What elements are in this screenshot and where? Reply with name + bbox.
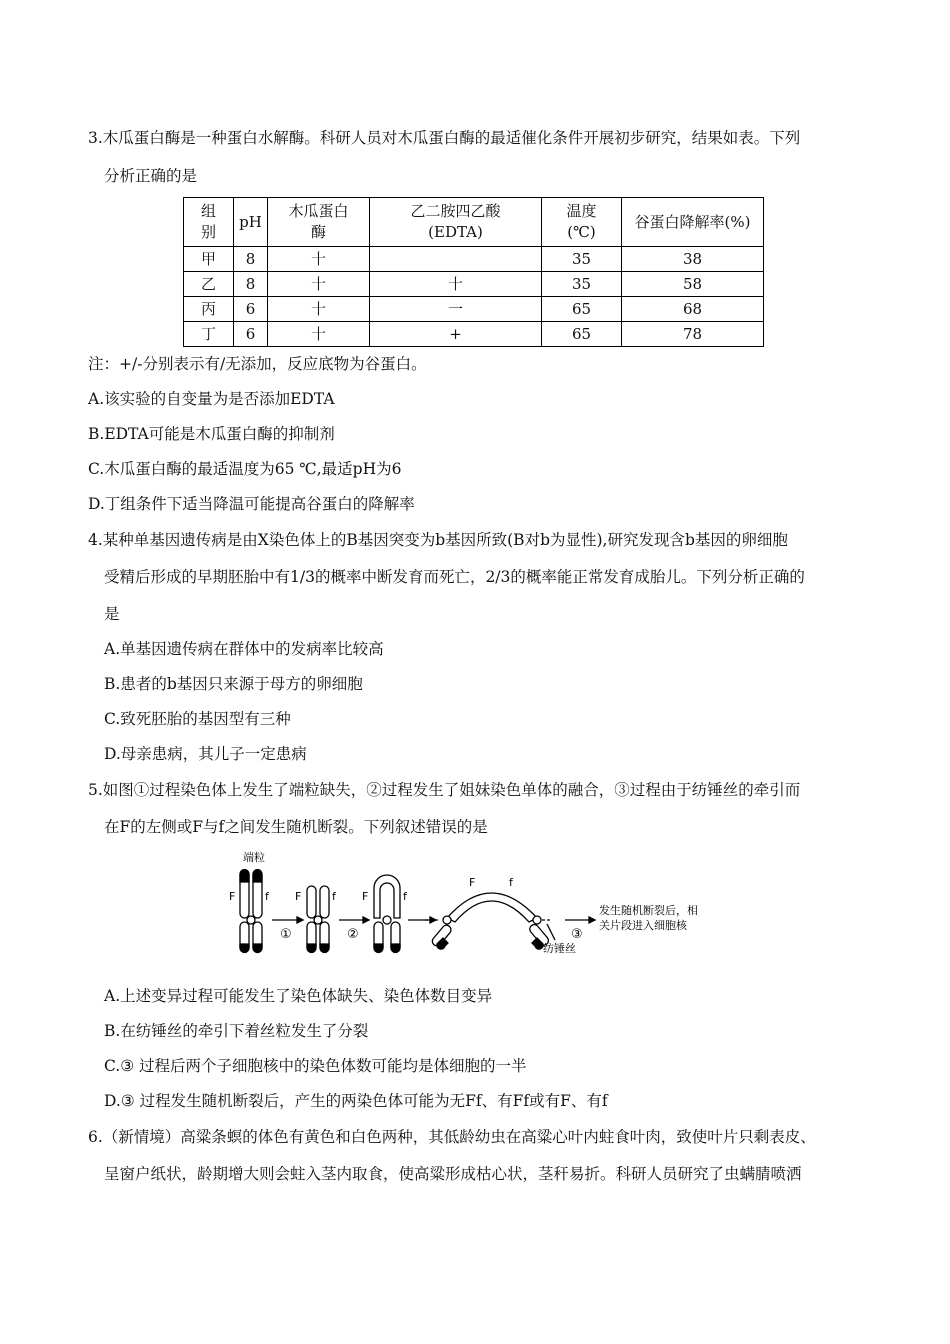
q3-option-d: D.丁组条件下适当降温可能提高谷蛋白的降解率 <box>88 495 415 513</box>
cell-edta <box>370 247 542 272</box>
cell-rate: 68 <box>622 297 764 322</box>
header-edta: 乙二胺四乙酸 (EDTA) <box>370 198 542 247</box>
result-text-line2: 关片段进入细胞核 <box>599 919 687 932</box>
cell-ph: 8 <box>234 247 268 272</box>
q4-option-a: A.单基因遗传病在群体中的发病率比较高 <box>104 640 384 658</box>
header-degradation-rate: 谷蛋白降解率(%) <box>622 198 764 247</box>
cell-rate: 38 <box>622 247 764 272</box>
q3-option-c: C.木瓜蛋白酶的最适温度为65 ℃,最适pH为6 <box>88 460 402 478</box>
q3-table <box>183 197 764 347</box>
cell-edta: 一 <box>370 297 542 322</box>
gene-f-label: f <box>265 890 269 903</box>
table-row <box>184 297 764 322</box>
q4-stem-line3: 是 <box>104 605 120 623</box>
table-row <box>184 322 764 347</box>
spindle-label: 纺锤丝 <box>543 942 576 955</box>
q3-stem-line2: 分析正确的是 <box>104 167 198 185</box>
telomere-label: 端粒 <box>243 851 265 864</box>
header-ph: pH <box>234 198 268 247</box>
gene-F-label: F <box>295 890 302 903</box>
q4-option-b: B.患者的b基因只来源于母方的卵细胞 <box>104 675 363 693</box>
cell-ph: 6 <box>234 322 268 347</box>
cell-papain: 十 <box>268 297 370 322</box>
cell-rate: 78 <box>622 322 764 347</box>
chromosome-figure <box>225 848 725 958</box>
header-temperature: 温度 (℃) <box>542 198 622 247</box>
q4-option-d: D.母亲患病，其儿子一定患病 <box>104 745 307 763</box>
cell-group: 甲 <box>184 247 234 272</box>
table-header-row <box>184 198 764 247</box>
cell-papain: 十 <box>268 272 370 297</box>
cell-ph: 6 <box>234 297 268 322</box>
q6-stem-line1: 6.（新情境）高粱条螟的体色有黄色和白色两种，其低龄幼虫在高粱心叶内蛀食叶肉，致使叶片只剩表皮、 <box>88 1128 816 1146</box>
q4-stem-line2: 受精后形成的早期胚胎中有1/3的概率中断发育而死亡，2/3的概率能正常发育成胎儿。下列分析正确的 <box>104 568 805 586</box>
cell-papain: 十 <box>268 247 370 272</box>
q4-stem-line1: 4.某种单基因遗传病是由X染色体上的B基因突变为b基因所致(B对b为显性),研究发现含b基因的卵细胞 <box>88 531 788 549</box>
cell-group: 丁 <box>184 322 234 347</box>
gene-f-label: f <box>332 890 336 903</box>
gene-F-label: F <box>229 890 236 903</box>
step3-label: ③ <box>571 927 583 942</box>
cell-edta: + <box>370 322 542 347</box>
q5-stem-line1: 5.如图①过程染色体上发生了端粒缺失，②过程发生了姐妹染色单体的融合，③过程由于纺锤丝的牵引而 <box>88 781 801 799</box>
gene-f-label: f <box>509 876 513 889</box>
q5-option-a: A.上述变异过程可能发生了染色体缺失、染色体数目变异 <box>104 987 493 1005</box>
header-papain: 木瓜蛋白 酶 <box>268 198 370 247</box>
cell-temperature: 35 <box>542 247 622 272</box>
gene-F-label: F <box>362 890 369 903</box>
result-text-line1: 发生随机断裂后，相 <box>599 904 698 917</box>
cell-temperature: 35 <box>542 272 622 297</box>
q3-option-a: A.该实验的自变量为是否添加EDTA <box>88 390 335 408</box>
q3-option-b: B.EDTA可能是木瓜蛋白酶的抑制剂 <box>88 425 335 443</box>
cell-rate: 58 <box>622 272 764 297</box>
cell-edta: 十 <box>370 272 542 297</box>
table-row <box>184 247 764 272</box>
cell-papain: 十 <box>268 322 370 347</box>
q5-option-d: D.③ 过程发生随机断裂后，产生的两染色体可能为无Ff、有Ff或有F、有f <box>104 1092 608 1110</box>
q3-note: 注：+/-分别表示有/无添加，反应底物为谷蛋白。 <box>88 355 427 373</box>
cell-temperature: 65 <box>542 322 622 347</box>
table-row <box>184 272 764 297</box>
q5-option-b: B.在纺锤丝的牵引下着丝粒发生了分裂 <box>104 1022 369 1040</box>
cell-group: 丙 <box>184 297 234 322</box>
q5-option-c: C.③ 过程后两个子细胞核中的染色体数可能均是体细胞的一半 <box>104 1057 527 1075</box>
q6-stem-line2: 呈窗户纸状，龄期增大则会蛀入茎内取食，使高粱形成枯心状，茎秆易折。科研人员研究了虫螨腈喷洒 <box>104 1165 802 1183</box>
cell-group: 乙 <box>184 272 234 297</box>
header-group: 组 别 <box>184 198 234 247</box>
cell-temperature: 65 <box>542 297 622 322</box>
cell-ph: 8 <box>234 272 268 297</box>
q5-stem-line2: 在F的左侧或F与f之间发生随机断裂。下列叙述错误的是 <box>104 818 488 836</box>
step1-label: ① <box>280 927 292 942</box>
gene-f-label: f <box>403 890 407 903</box>
q4-option-c: C.致死胚胎的基因型有三种 <box>104 710 291 728</box>
gene-F-label: F <box>469 876 476 889</box>
step2-label: ② <box>347 927 359 942</box>
q3-stem-line1: 3.木瓜蛋白酶是一种蛋白水解酶。科研人员对木瓜蛋白酶的最适催化条件开展初步研究，结果如表。下列 <box>88 129 801 147</box>
